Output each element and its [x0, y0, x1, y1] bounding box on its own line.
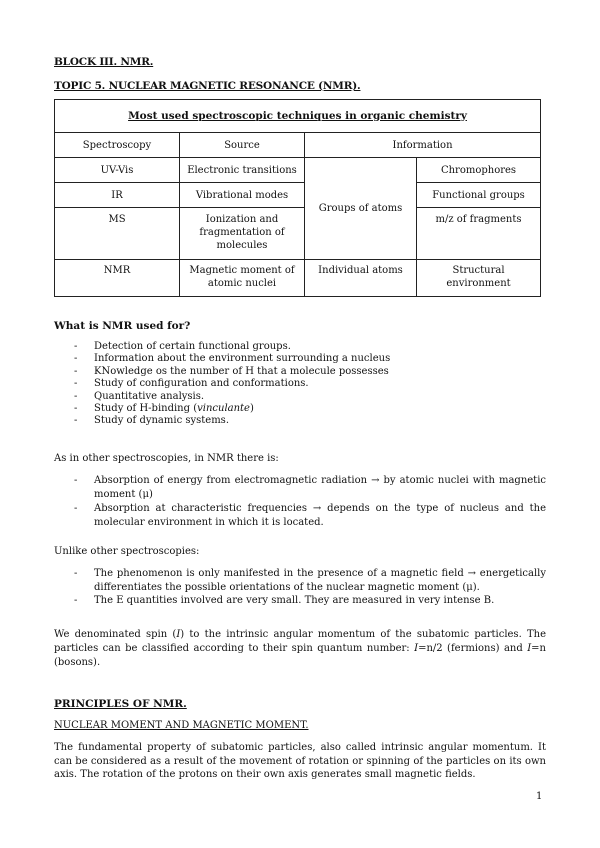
cell-spectroscopy: IR	[55, 183, 180, 208]
cell-spectroscopy: MS	[55, 208, 180, 260]
list-item: - Absorption of energy from electromagnetic radiation → by atomic nuclei with magnetic moment (μ)	[74, 474, 546, 501]
cell-groups-of-atoms: Groups of atoms	[305, 158, 417, 260]
topic-title: TOPIC 5. NUCLEAR MAGNETIC RESONANCE (NMR).	[54, 80, 361, 92]
table-row	[55, 260, 541, 297]
list-item: - Absorption at characteristic frequencies → depends on the type of nucleus and the molecular environment in which it is located.	[74, 502, 546, 529]
spin-paragraph	[54, 628, 546, 670]
list-item: - Quantitative analysis.	[74, 391, 544, 403]
uses-title: What is NMR used for?	[54, 320, 191, 332]
list-item: - KNowledge os the number of H that a molecule possesses	[74, 366, 544, 378]
cell-information: Structural environment	[417, 260, 541, 297]
header-spectroscopy: Spectroscopy	[55, 133, 180, 158]
spin-text: We denominated spin (	[54, 629, 177, 640]
list-item: - Detection of certain functional groups.	[74, 341, 544, 353]
cell-spectroscopy: NMR	[55, 260, 180, 297]
hbond-suffix: )	[249, 403, 254, 415]
cell-spectroscopy: UV-Vis	[55, 158, 180, 183]
other-spectroscopies-intro: As in other spectroscopies, in NMR there is:	[54, 453, 279, 464]
header-source: Source	[180, 133, 305, 158]
hbond-italic: vinculante	[197, 403, 250, 415]
list-item	[74, 403, 544, 415]
spin-symbol: I	[414, 643, 419, 654]
uses-list	[74, 341, 544, 428]
list-item: - Study of dynamic systems.	[74, 415, 544, 427]
spin-symbol: I	[527, 643, 532, 654]
table-row	[55, 183, 541, 208]
cell-source: Electronic transitions	[180, 158, 305, 183]
spin-text: ) to the intrinsic angular momentum of the subatomic particles. The particles can be classified according to their spin quantum number:	[54, 629, 546, 654]
header-information: Information	[305, 133, 541, 158]
cell-source: Magnetic moment of atomic nuclei	[180, 260, 305, 297]
cell-source: Vibrational modes	[180, 183, 305, 208]
table-title: Most used spectroscopic techniques in organic chemistry	[55, 100, 541, 133]
hbond-prefix: Study of H-binding (	[94, 403, 198, 415]
unlike-list	[74, 567, 546, 608]
other-spectroscopies-list	[74, 474, 546, 530]
table-row	[55, 158, 541, 183]
cell-source: Ionization and fragmentation of molecules	[180, 208, 305, 260]
unlike-intro: Unlike other spectroscopies:	[54, 546, 200, 557]
table-row	[55, 208, 541, 260]
list-item: - Study of configuration and conformations.	[74, 378, 544, 390]
block-title: BLOCK III. NMR.	[54, 56, 154, 68]
list-item: - The phenomenon is only manifested in the presence of a magnetic field → energetically differentiates the possible orientations of the nuclear magnetic moment (μ).	[74, 567, 546, 594]
list-item: - Information about the environment surrounding a nucleus	[74, 353, 544, 365]
moment-title: NUCLEAR MOMENT AND MAGNETIC MOMENT.	[54, 720, 309, 731]
cell-information: Functional groups	[417, 183, 541, 208]
cell-information: Chromophores	[417, 158, 541, 183]
cell-information: m/z of fragments	[417, 208, 541, 260]
fundamental-paragraph: The fundamental property of subatomic particles, also called intrinsic angular momentum. It can be considered as a result of the movement of rotation or spinning of the particles on its own axis. The rotation of the protons on their own axis generates small magnetic fields.	[54, 742, 546, 780]
cell-group: Individual atoms	[305, 260, 417, 297]
list-item: - The E quantities involved are very small. They are measured in very intense B.	[74, 594, 546, 608]
spectroscopy-table	[54, 99, 541, 297]
spin-symbol: I	[176, 629, 181, 640]
principles-title: PRINCIPLES OF NMR.	[54, 698, 187, 710]
page-number: 1	[536, 791, 543, 802]
spin-text: =n/2 (fermions) and	[418, 643, 528, 654]
spin-text: =n (bosons).	[54, 643, 546, 668]
